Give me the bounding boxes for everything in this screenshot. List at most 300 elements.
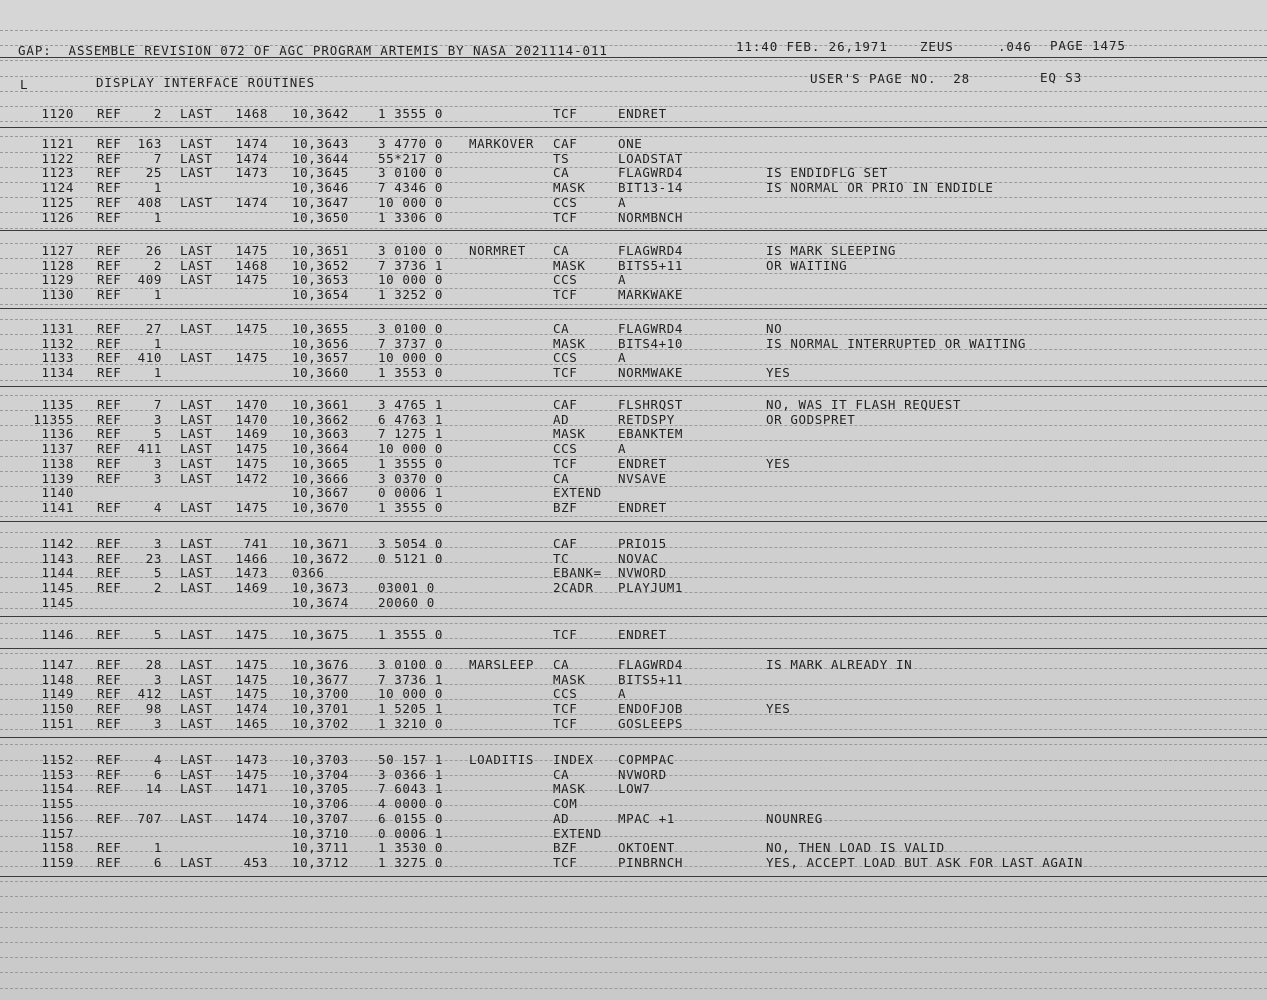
- listing-line-number: 1136: [41, 426, 74, 442]
- listing-address: 10,3651: [292, 243, 349, 258]
- listing-octal-code: 7 6043 1: [378, 781, 444, 797]
- listing-ref-count: 5: [153, 627, 162, 642]
- listing-ref-label: REF: [97, 272, 122, 288]
- listing-operand: A: [618, 441, 627, 457]
- listing-octal-code: 10 000 0: [378, 194, 444, 210]
- listing-ref-count: 3: [153, 470, 162, 486]
- listing-octal-code: 1 3252 0: [378, 287, 444, 303]
- listing-address: 10,3663: [292, 426, 349, 442]
- paper-rule-line: [0, 942, 1267, 944]
- listing-ref-label: REF: [97, 565, 122, 581]
- listing-address: 10,3664: [292, 441, 349, 457]
- listing-octal-code: 3 0100 0: [378, 165, 444, 181]
- paper-rule-line: [0, 653, 1267, 655]
- listing-address: 10,3653: [292, 272, 349, 288]
- listing-last-page: 1468: [235, 257, 268, 273]
- listing-opcode: TCF: [553, 287, 578, 303]
- listing-operand: PINBRNCH: [618, 854, 684, 870]
- listing-octal-code: 7 3736 1: [378, 671, 444, 687]
- listing-line-number: 1157: [41, 825, 74, 841]
- listing-address: 10,3661: [292, 397, 349, 412]
- listing-address: 10,3702: [292, 715, 349, 731]
- listing-ref-count: 3: [153, 715, 162, 731]
- listing-address: 10,3701: [292, 701, 349, 717]
- listing-octal-code: 7 1275 1: [378, 426, 444, 442]
- group-separator: [0, 230, 1267, 231]
- paper-rule-line: [0, 121, 1267, 123]
- listing-opcode: INDEX: [553, 752, 594, 767]
- listing-address: 10,3665: [292, 455, 349, 471]
- listing-octal-code: 0 5121 0: [378, 550, 444, 566]
- listing-line-number: 1159: [41, 854, 74, 870]
- listing-octal-code: 1 3555 0: [378, 499, 444, 515]
- listing-octal-code: 1 3555 0: [378, 106, 444, 121]
- listing-last-page: 1474: [235, 194, 268, 210]
- listing-opcode: TCF: [553, 854, 578, 870]
- listing-ref-count: 1: [153, 840, 162, 856]
- listing-ref-label: REF: [97, 426, 122, 442]
- header-timestamp: 11:40 FEB. 26,1971: [736, 39, 888, 54]
- listing-line-number: 1142: [41, 536, 74, 551]
- paper-rule-line: [0, 957, 1267, 959]
- listing-ref-label: REF: [97, 580, 122, 596]
- listing-address: 10,3712: [292, 854, 349, 870]
- listing-octal-code: 50 157 1: [378, 752, 444, 767]
- listing-operand: BITS5+11: [618, 671, 684, 687]
- user-page-number: USER'S PAGE NO. 28: [810, 71, 971, 86]
- listing-octal-code: 1 3555 0: [378, 455, 444, 471]
- listing-last-label: LAST: [180, 580, 213, 596]
- listing-address: 10,3700: [292, 686, 349, 702]
- listing-ref-count: 3: [153, 455, 162, 471]
- listing-ref-count: 5: [153, 426, 162, 442]
- paper-rule-line: [0, 486, 1267, 488]
- paper-rule-line: [0, 805, 1267, 807]
- listing-ref-label: REF: [97, 287, 122, 303]
- listing-octal-code: 3 0100 0: [378, 243, 444, 258]
- listing-operand: A: [618, 686, 627, 702]
- listing-comment: IS NORMAL INTERRUPTED OR WAITING: [766, 335, 1027, 351]
- listing-address: 10,3644: [292, 150, 349, 166]
- listing-address: 10,3672: [292, 550, 349, 566]
- listing-line-number: 1154: [41, 781, 74, 797]
- listing-operand: ENDRET: [618, 106, 667, 121]
- listing-opcode: COM: [553, 796, 578, 812]
- listing-octal-code: 1 5205 1: [378, 701, 444, 717]
- listing-octal-code: 3 5054 0: [378, 536, 444, 551]
- listing-ref-count: 7: [153, 397, 162, 412]
- listing-last-label: LAST: [180, 499, 213, 515]
- listing-line-number: 1123: [41, 165, 74, 181]
- listing-opcode: TCF: [553, 627, 578, 642]
- header-system: ZEUS: [920, 39, 954, 54]
- listing-opcode: CA: [553, 766, 570, 782]
- listing-ref-label: REF: [97, 106, 122, 121]
- listing-operand: PLAYJUM1: [618, 580, 684, 596]
- listing-last-label: LAST: [180, 701, 213, 717]
- listing-last-page: 1469: [235, 426, 268, 442]
- listing-last-label: LAST: [180, 810, 213, 826]
- listing-line-number: 1155: [41, 796, 74, 812]
- listing-octal-code: 3 4765 1: [378, 397, 444, 412]
- listing-line-number: 1137: [41, 441, 74, 457]
- listing-octal-code: 1 3275 0: [378, 854, 444, 870]
- listing-line-number: 1122: [41, 150, 74, 166]
- listing-address: 10,3643: [292, 136, 349, 151]
- listing-last-page: 1475: [235, 321, 268, 336]
- paper-rule-line: [0, 608, 1267, 610]
- listing-opcode: TCF: [553, 455, 578, 471]
- listing-address: 10,3705: [292, 781, 349, 797]
- listing-address: 10,3706: [292, 796, 349, 812]
- listing-ref-label: REF: [97, 840, 122, 856]
- paper-rule-line: [0, 912, 1267, 914]
- listing-operand: A: [618, 272, 627, 288]
- listing-address: 10,3666: [292, 470, 349, 486]
- listing-operand: RETDSPY: [618, 411, 675, 427]
- group-separator: [0, 737, 1267, 738]
- listing-line-number: 1158: [41, 840, 74, 856]
- listing-line-number: 1140: [41, 485, 74, 501]
- listing-comment: NO, THEN LOAD IS VALID: [766, 840, 945, 856]
- listing-line-number: 1139: [41, 470, 74, 486]
- listing-last-page: 1475: [235, 350, 268, 366]
- listing-octal-code: 0 0006 1: [378, 825, 444, 841]
- paper-rule-line: [0, 836, 1267, 838]
- listing-ref-label: REF: [97, 550, 122, 566]
- listing-address: 10,3660: [292, 365, 349, 381]
- listing-last-page: 1470: [235, 397, 268, 412]
- listing-ref-label: REF: [97, 441, 122, 457]
- paper-rule-line: [0, 623, 1267, 625]
- listing-address: 10,3670: [292, 499, 349, 515]
- listing-symbol-label: MARKOVER: [469, 136, 535, 151]
- listing-octal-code: 4 0000 0: [378, 796, 444, 812]
- group-separator: [0, 616, 1267, 617]
- listing-octal-code: 1 3555 0: [378, 627, 444, 642]
- listing-address: 10,3677: [292, 671, 349, 687]
- listing-last-page: 1475: [235, 499, 268, 515]
- listing-operand: ENDRET: [618, 499, 667, 515]
- listing-line-number: 1146: [41, 627, 74, 642]
- listing-last-page: 1474: [235, 136, 268, 151]
- listing-opcode: CAF: [553, 397, 578, 412]
- listing-ref-count: 707: [137, 810, 162, 826]
- listing-operand: GOSLEEPS: [618, 715, 684, 731]
- listing-last-label: LAST: [180, 715, 213, 731]
- listing-ref-count: 409: [137, 272, 162, 288]
- group-separator: [0, 386, 1267, 387]
- listing-octal-code: 3 0100 0: [378, 657, 444, 672]
- listing-last-label: LAST: [180, 321, 213, 336]
- header-page-number: PAGE 1475: [1050, 38, 1126, 53]
- listing-ref-count: 5: [153, 565, 162, 581]
- listing-operand: ENDOFJOB: [618, 701, 684, 717]
- listing-last-page: 1475: [235, 686, 268, 702]
- listing-ref-count: 1: [153, 287, 162, 303]
- listing-ref-label: REF: [97, 470, 122, 486]
- listing-opcode: TCF: [553, 209, 578, 225]
- listing-opcode: MASK: [553, 257, 586, 273]
- listing-last-page: 1470: [235, 411, 268, 427]
- listing-address: 10,3657: [292, 350, 349, 366]
- listing-ref-count: 1: [153, 365, 162, 381]
- listing-operand: PRIO15: [618, 536, 667, 551]
- listing-last-page: 1475: [235, 272, 268, 288]
- listing-last-label: LAST: [180, 671, 213, 687]
- group-separator: [0, 521, 1267, 522]
- listing-line-number: 1134: [41, 365, 74, 381]
- paper-rule-line: [0, 988, 1267, 990]
- listing-comment: YES: [766, 701, 791, 717]
- listing-operand: NOVAC: [618, 550, 659, 566]
- listing-operand: BITS4+10: [618, 335, 684, 351]
- listing-ref-count: 3: [153, 671, 162, 687]
- listing-opcode: CCS: [553, 194, 578, 210]
- listing-last-page: 1469: [235, 580, 268, 596]
- listing-octal-code: 10 000 0: [378, 350, 444, 366]
- listing-opcode: TC: [553, 550, 570, 566]
- listing-line-number: 1131: [41, 321, 74, 336]
- listing-last-label: LAST: [180, 627, 213, 642]
- listing-ref-count: 412: [137, 686, 162, 702]
- listing-operand: MARKWAKE: [618, 287, 684, 303]
- listing-address: 10,3703: [292, 752, 349, 767]
- listing-ref-label: REF: [97, 455, 122, 471]
- listing-opcode: MASK: [553, 335, 586, 351]
- listing-ref-count: 4: [153, 752, 162, 767]
- listing-opcode: CA: [553, 321, 570, 336]
- listing-line-number: 1152: [41, 752, 74, 767]
- listing-ref-label: REF: [97, 365, 122, 381]
- listing-octal-code: 3 0100 0: [378, 321, 444, 336]
- listing-opcode: TS: [553, 150, 570, 166]
- paper-rule-line: [0, 30, 1267, 32]
- listing-last-label: LAST: [180, 150, 213, 166]
- listing-address: 10,3710: [292, 825, 349, 841]
- listing-last-page: 741: [243, 536, 268, 551]
- listing-octal-code: 55*217 0: [378, 150, 444, 166]
- listing-line-number: 1133: [41, 350, 74, 366]
- listing-ref-label: REF: [97, 686, 122, 702]
- listing-ref-count: 28: [145, 657, 162, 672]
- listing-octal-code: 1 3210 0: [378, 715, 444, 731]
- listing-last-label: LAST: [180, 272, 213, 288]
- listing-octal-code: 1 3553 0: [378, 365, 444, 381]
- listing-opcode: EXTEND: [553, 825, 602, 841]
- header-program-line: GAP: ASSEMBLE REVISION 072 OF AGC PROGRAM ARTEMIS BY NASA 2021114-011: [18, 43, 608, 58]
- listing-ref-label: REF: [97, 671, 122, 687]
- listing-ref-count: 26: [145, 243, 162, 258]
- listing-opcode: MASK: [553, 426, 586, 442]
- listing-opcode: CCS: [553, 350, 578, 366]
- listing-comment: NO, WAS IT FLASH REQUEST: [766, 397, 962, 412]
- listing-last-page: 1475: [235, 441, 268, 457]
- listing-opcode: TCF: [553, 715, 578, 731]
- listing-last-page: 1471: [235, 781, 268, 797]
- listing-ref-label: REF: [97, 397, 122, 412]
- listing-address: 10,3655: [292, 321, 349, 336]
- paper-rule-line: [0, 60, 1267, 62]
- listing-ref-count: 4: [153, 499, 162, 515]
- listing-last-page: 1465: [235, 715, 268, 731]
- listing-ref-count: 6: [153, 766, 162, 782]
- listing-opcode: CCS: [553, 686, 578, 702]
- listing-line-number: 1129: [41, 272, 74, 288]
- listing-ref-label: REF: [97, 150, 122, 166]
- listing-octal-code: 1 3306 0: [378, 209, 444, 225]
- paper-rule-line: [0, 91, 1267, 93]
- listing-line-number: 1132: [41, 335, 74, 351]
- listing-ref-count: 2: [153, 257, 162, 273]
- listing-ref-label: REF: [97, 657, 122, 672]
- listing-last-page: 1475: [235, 766, 268, 782]
- group-separator: [0, 127, 1267, 128]
- listing-operand: BIT13-14: [618, 180, 684, 196]
- listing-address: 0366: [292, 565, 325, 581]
- listing-last-label: LAST: [180, 194, 213, 210]
- listing-last-label: LAST: [180, 243, 213, 258]
- listing-address: 10,3674: [292, 594, 349, 610]
- listing-operand: A: [618, 350, 627, 366]
- listing-octal-code: 3 0370 0: [378, 470, 444, 486]
- listing-octal-code: 03001 0: [378, 580, 435, 596]
- listing-last-label: LAST: [180, 470, 213, 486]
- listing-comment: IS MARK SLEEPING: [766, 243, 897, 258]
- listing-last-label: LAST: [180, 766, 213, 782]
- listing-comment: OR WAITING: [766, 257, 848, 273]
- listing-last-label: LAST: [180, 257, 213, 273]
- listing-operand: FLAGWRD4: [618, 165, 684, 181]
- listing-ref-label: REF: [97, 715, 122, 731]
- listing-symbol-label: NORMRET: [469, 243, 526, 258]
- listing-ref-label: REF: [97, 411, 122, 427]
- listing-octal-code: 20060 0: [378, 594, 435, 610]
- listing-line-number: 1120: [41, 106, 74, 121]
- listing-comment: YES: [766, 365, 791, 381]
- listing-ref-count: 25: [145, 165, 162, 181]
- listing-operand: NVWORD: [618, 766, 667, 782]
- listing-address: 10,3645: [292, 165, 349, 181]
- listing-opcode: EXTEND: [553, 485, 602, 501]
- listing-ref-count: 411: [137, 441, 162, 457]
- listing-line-number: 1125: [41, 194, 74, 210]
- paper-rule-line: [0, 304, 1267, 306]
- listing-last-label: LAST: [180, 657, 213, 672]
- listing-address: 10,3671: [292, 536, 349, 551]
- listing-ref-label: REF: [97, 752, 122, 767]
- listing-ref-count: 3: [153, 411, 162, 427]
- listing-ref-label: REF: [97, 781, 122, 797]
- listing-ref-label: REF: [97, 335, 122, 351]
- listing-comment: OR GODSPRET: [766, 411, 856, 427]
- listing-ref-label: REF: [97, 180, 122, 196]
- listing-octal-code: 0 0006 1: [378, 485, 444, 501]
- header-rule: [0, 57, 1267, 58]
- listing-ref-count: 1: [153, 209, 162, 225]
- listing-line-number: 1148: [41, 671, 74, 687]
- listing-line-number: 1126: [41, 209, 74, 225]
- listing-last-page: 1472: [235, 470, 268, 486]
- listing-symbol-label: LOADITIS: [469, 752, 535, 767]
- listing-last-page: 1466: [235, 550, 268, 566]
- listing-operand: A: [618, 194, 627, 210]
- listing-ref-label: REF: [97, 766, 122, 782]
- listing-ref-label: REF: [97, 136, 122, 151]
- listing-comment: IS NORMAL OR PRIO IN ENDIDLE: [766, 180, 994, 196]
- eq-label: EQ S3: [1040, 70, 1083, 85]
- group-separator: [0, 876, 1267, 877]
- listing-opcode: TCF: [553, 106, 578, 121]
- listing-last-label: LAST: [180, 165, 213, 181]
- listing-line-number: 1156: [41, 810, 74, 826]
- listing-last-page: 453: [243, 854, 268, 870]
- listing-last-label: LAST: [180, 536, 213, 551]
- listing-operand: FLAGWRD4: [618, 321, 684, 336]
- listing-opcode: MASK: [553, 180, 586, 196]
- listing-octal-code: 7 3736 1: [378, 257, 444, 273]
- section-title: DISPLAY INTERFACE ROUTINES: [96, 75, 316, 90]
- listing-symbol-label: MARSLEEP: [469, 657, 535, 672]
- listing-operand: LOW7: [618, 781, 651, 797]
- listing-opcode: BZF: [553, 499, 578, 515]
- listing-line-number: 1138: [41, 455, 74, 471]
- listing-address: 10,3704: [292, 766, 349, 782]
- listing-last-page: 1474: [235, 150, 268, 166]
- listing-ref-label: REF: [97, 350, 122, 366]
- listing-octal-code: 10 000 0: [378, 686, 444, 702]
- listing-ref-label: REF: [97, 499, 122, 515]
- listing-ref-count: 98: [145, 701, 162, 717]
- listing-opcode: TCF: [553, 365, 578, 381]
- paper-rule-line: [0, 927, 1267, 929]
- listing-line-number: 1130: [41, 287, 74, 303]
- listing-line-number: 1143: [41, 550, 74, 566]
- listing-ref-count: 3: [153, 536, 162, 551]
- listing-octal-code: 3 4770 0: [378, 136, 444, 151]
- listing-opcode: BZF: [553, 840, 578, 856]
- listing-address: 10,3656: [292, 335, 349, 351]
- listing-comment: YES: [766, 455, 791, 471]
- listing-operand: FLAGWRD4: [618, 657, 684, 672]
- listing-line-number: 1127: [41, 243, 74, 258]
- listing-address: 10,3654: [292, 287, 349, 303]
- listing-last-label: LAST: [180, 397, 213, 412]
- listing-last-page: 1468: [235, 106, 268, 121]
- group-separator: [0, 648, 1267, 649]
- paper-rule-line: [0, 516, 1267, 518]
- listing-ref-count: 408: [137, 194, 162, 210]
- paper-rule-line: [0, 972, 1267, 974]
- listing-line-number: 11355: [33, 411, 74, 427]
- listing-last-label: LAST: [180, 441, 213, 457]
- listing-ref-label: REF: [97, 536, 122, 551]
- listing-operand: FLSHRQST: [618, 397, 684, 412]
- listing-address: 10,3647: [292, 194, 349, 210]
- listing-last-label: LAST: [180, 686, 213, 702]
- listing-octal-code: 6 4763 1: [378, 411, 444, 427]
- listing-operand: ONE: [618, 136, 643, 151]
- listing-comment: YES, ACCEPT LOAD BUT ASK FOR LAST AGAIN: [766, 854, 1083, 870]
- listing-last-page: 1475: [235, 627, 268, 642]
- listing-operand: NVWORD: [618, 565, 667, 581]
- listing-address: 10,3707: [292, 810, 349, 826]
- listing-octal-code: 6 0155 0: [378, 810, 444, 826]
- listing-address: 10,3650: [292, 209, 349, 225]
- listing-opcode: CA: [553, 657, 570, 672]
- paper-rule-line: [0, 881, 1267, 883]
- listing-ref-label: REF: [97, 701, 122, 717]
